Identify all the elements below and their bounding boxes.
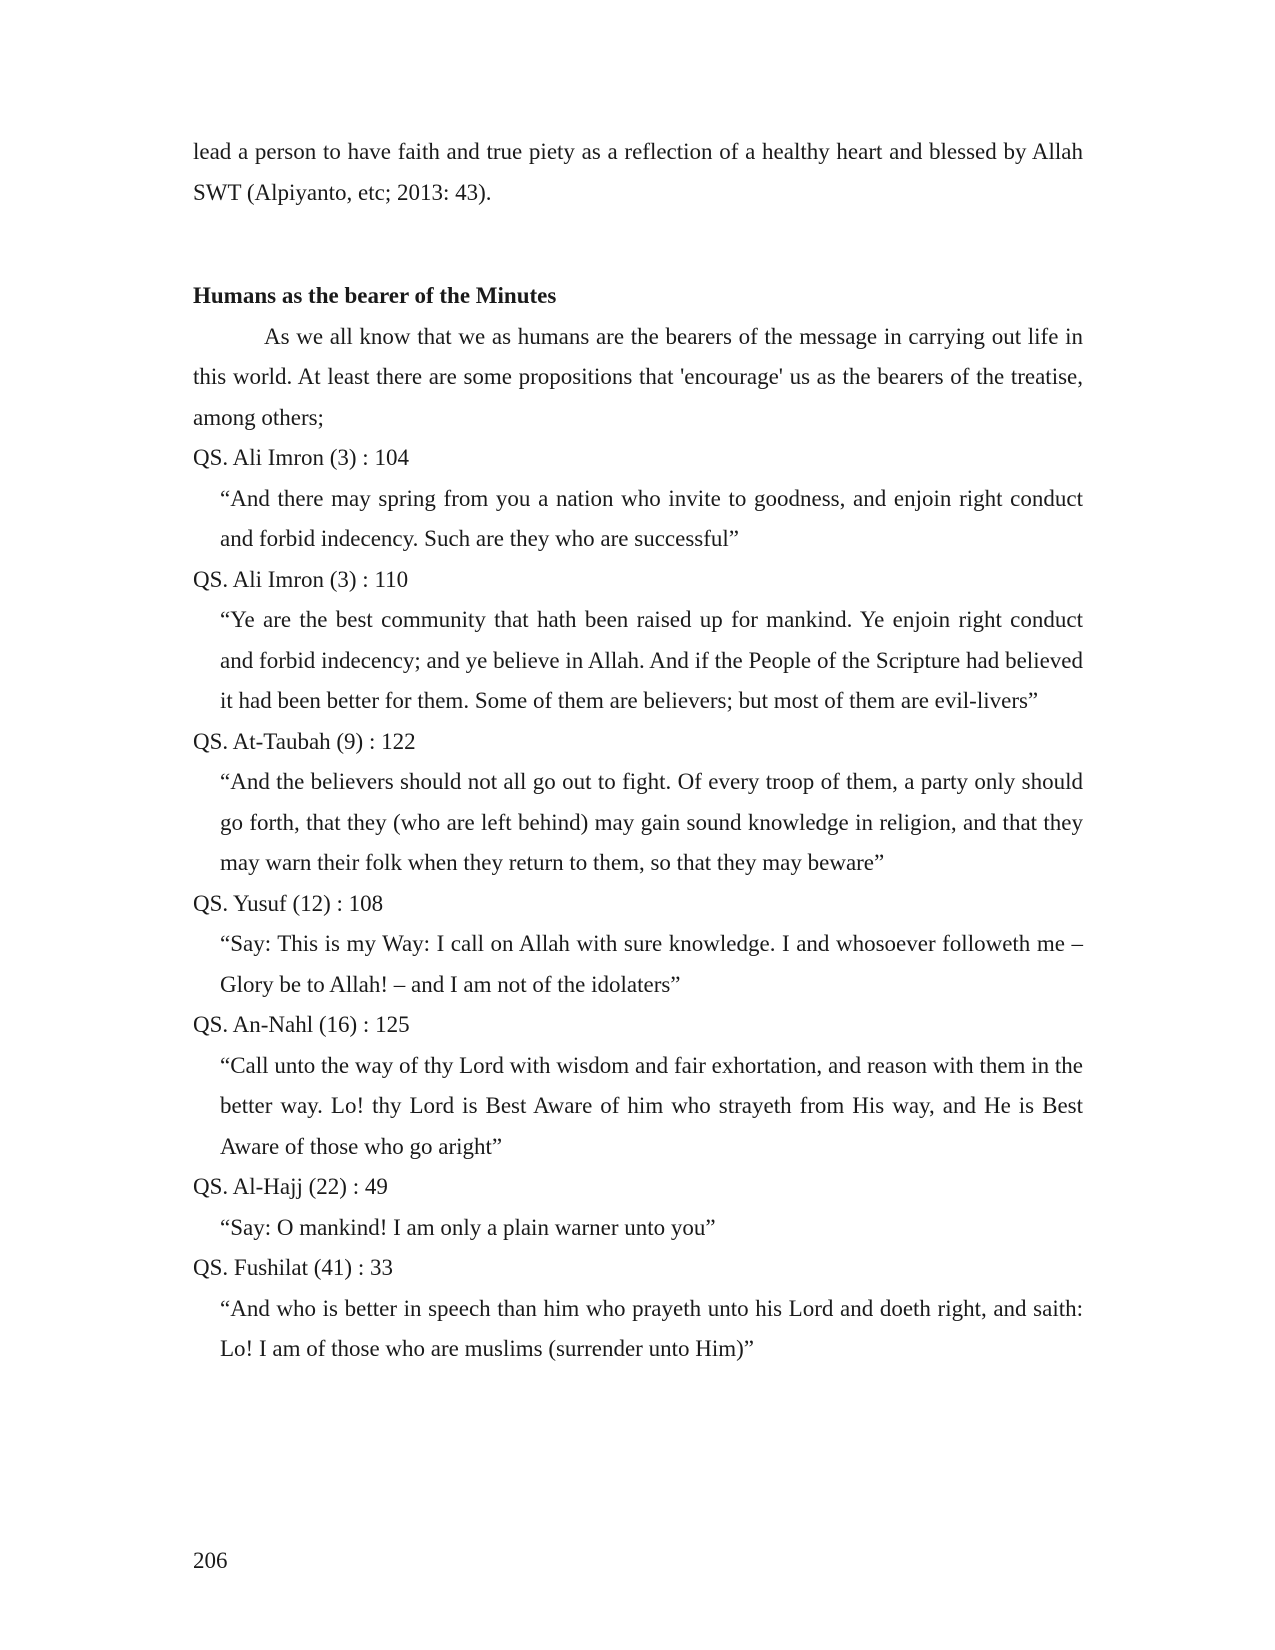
verse-list (193, 438, 1083, 1370)
verse-reference: QS. Yusuf (12) : 108 (193, 890, 384, 916)
section-heading: Humans as the bearer of the Minutes (193, 283, 557, 308)
verse-reference: QS. Ali Imron (3) : 104 (193, 445, 409, 470)
verse-reference: QS. Ali Imron (3) : 110 (193, 566, 409, 592)
page-number: 206 (193, 1548, 228, 1573)
intro-paragraph: lead a person to have faith and true piety as a reflection of a healthy heart and blessed by Allah SWT (Alpiyanto, etc; 2013: 43). (193, 139, 1083, 205)
verse-quote: “And who is better in speech than him who prayeth unto his Lord and doeth right, and saith: Lo! I am of those who are muslims (surrender unto Him)” (220, 1295, 1083, 1361)
verse-quote: “Say: This is my Way: I call on Allah with sure knowledge. I and whosoever followeth me – Glory be to Allah! – and I am not of the idolaters” (220, 931, 1083, 997)
verse-reference: QS. Fushilat (41) : 33 (193, 1255, 393, 1280)
verse-reference: QS. At-Taubah (9) : 122 (193, 728, 416, 754)
verse-quote: “And there may spring from you a nation who invite to goodness, and enjoin right conduct and forbid indecency. Such are they who are successful” (220, 485, 1083, 551)
page-body (193, 132, 1083, 1370)
section-paragraph: As we all know that we as humans are the bearers of the message in carrying out life in this world. At least there are some propositions that 'encourage' us as the bearers of the treatise, among others; (193, 323, 1083, 430)
verse-quote: “Ye are the best community that hath been raised up for mankind. Ye enjoin right conduct and forbid indecency; and ye believe in Allah. And if the People of the Scripture had believed it had been better for them. Some of them are believers; but most of them are evil-livers” (220, 607, 1083, 713)
verse-reference: QS. Al-Hajj (22) : 49 (193, 1174, 388, 1199)
verse-reference: QS. An-Nahl (16) : 125 (193, 1012, 410, 1037)
verse-quote: “And the believers should not all go out to fight. Of every troop of them, a party only should go forth, that they (who are left behind) may gain sound knowledge in religion, and that they may warn their folk when they return to them, so that they may beware” (220, 769, 1083, 875)
verse-quote: “Say: O mankind! I am only a plain warner unto you” (220, 1214, 716, 1240)
verse-quote: “Call unto the way of thy Lord with wisdom and fair exhortation, and reason with them in the better way. Lo! thy Lord is Best Aware of him who strayeth from His way, and He is Best Aware of those who go aright” (220, 1052, 1083, 1159)
